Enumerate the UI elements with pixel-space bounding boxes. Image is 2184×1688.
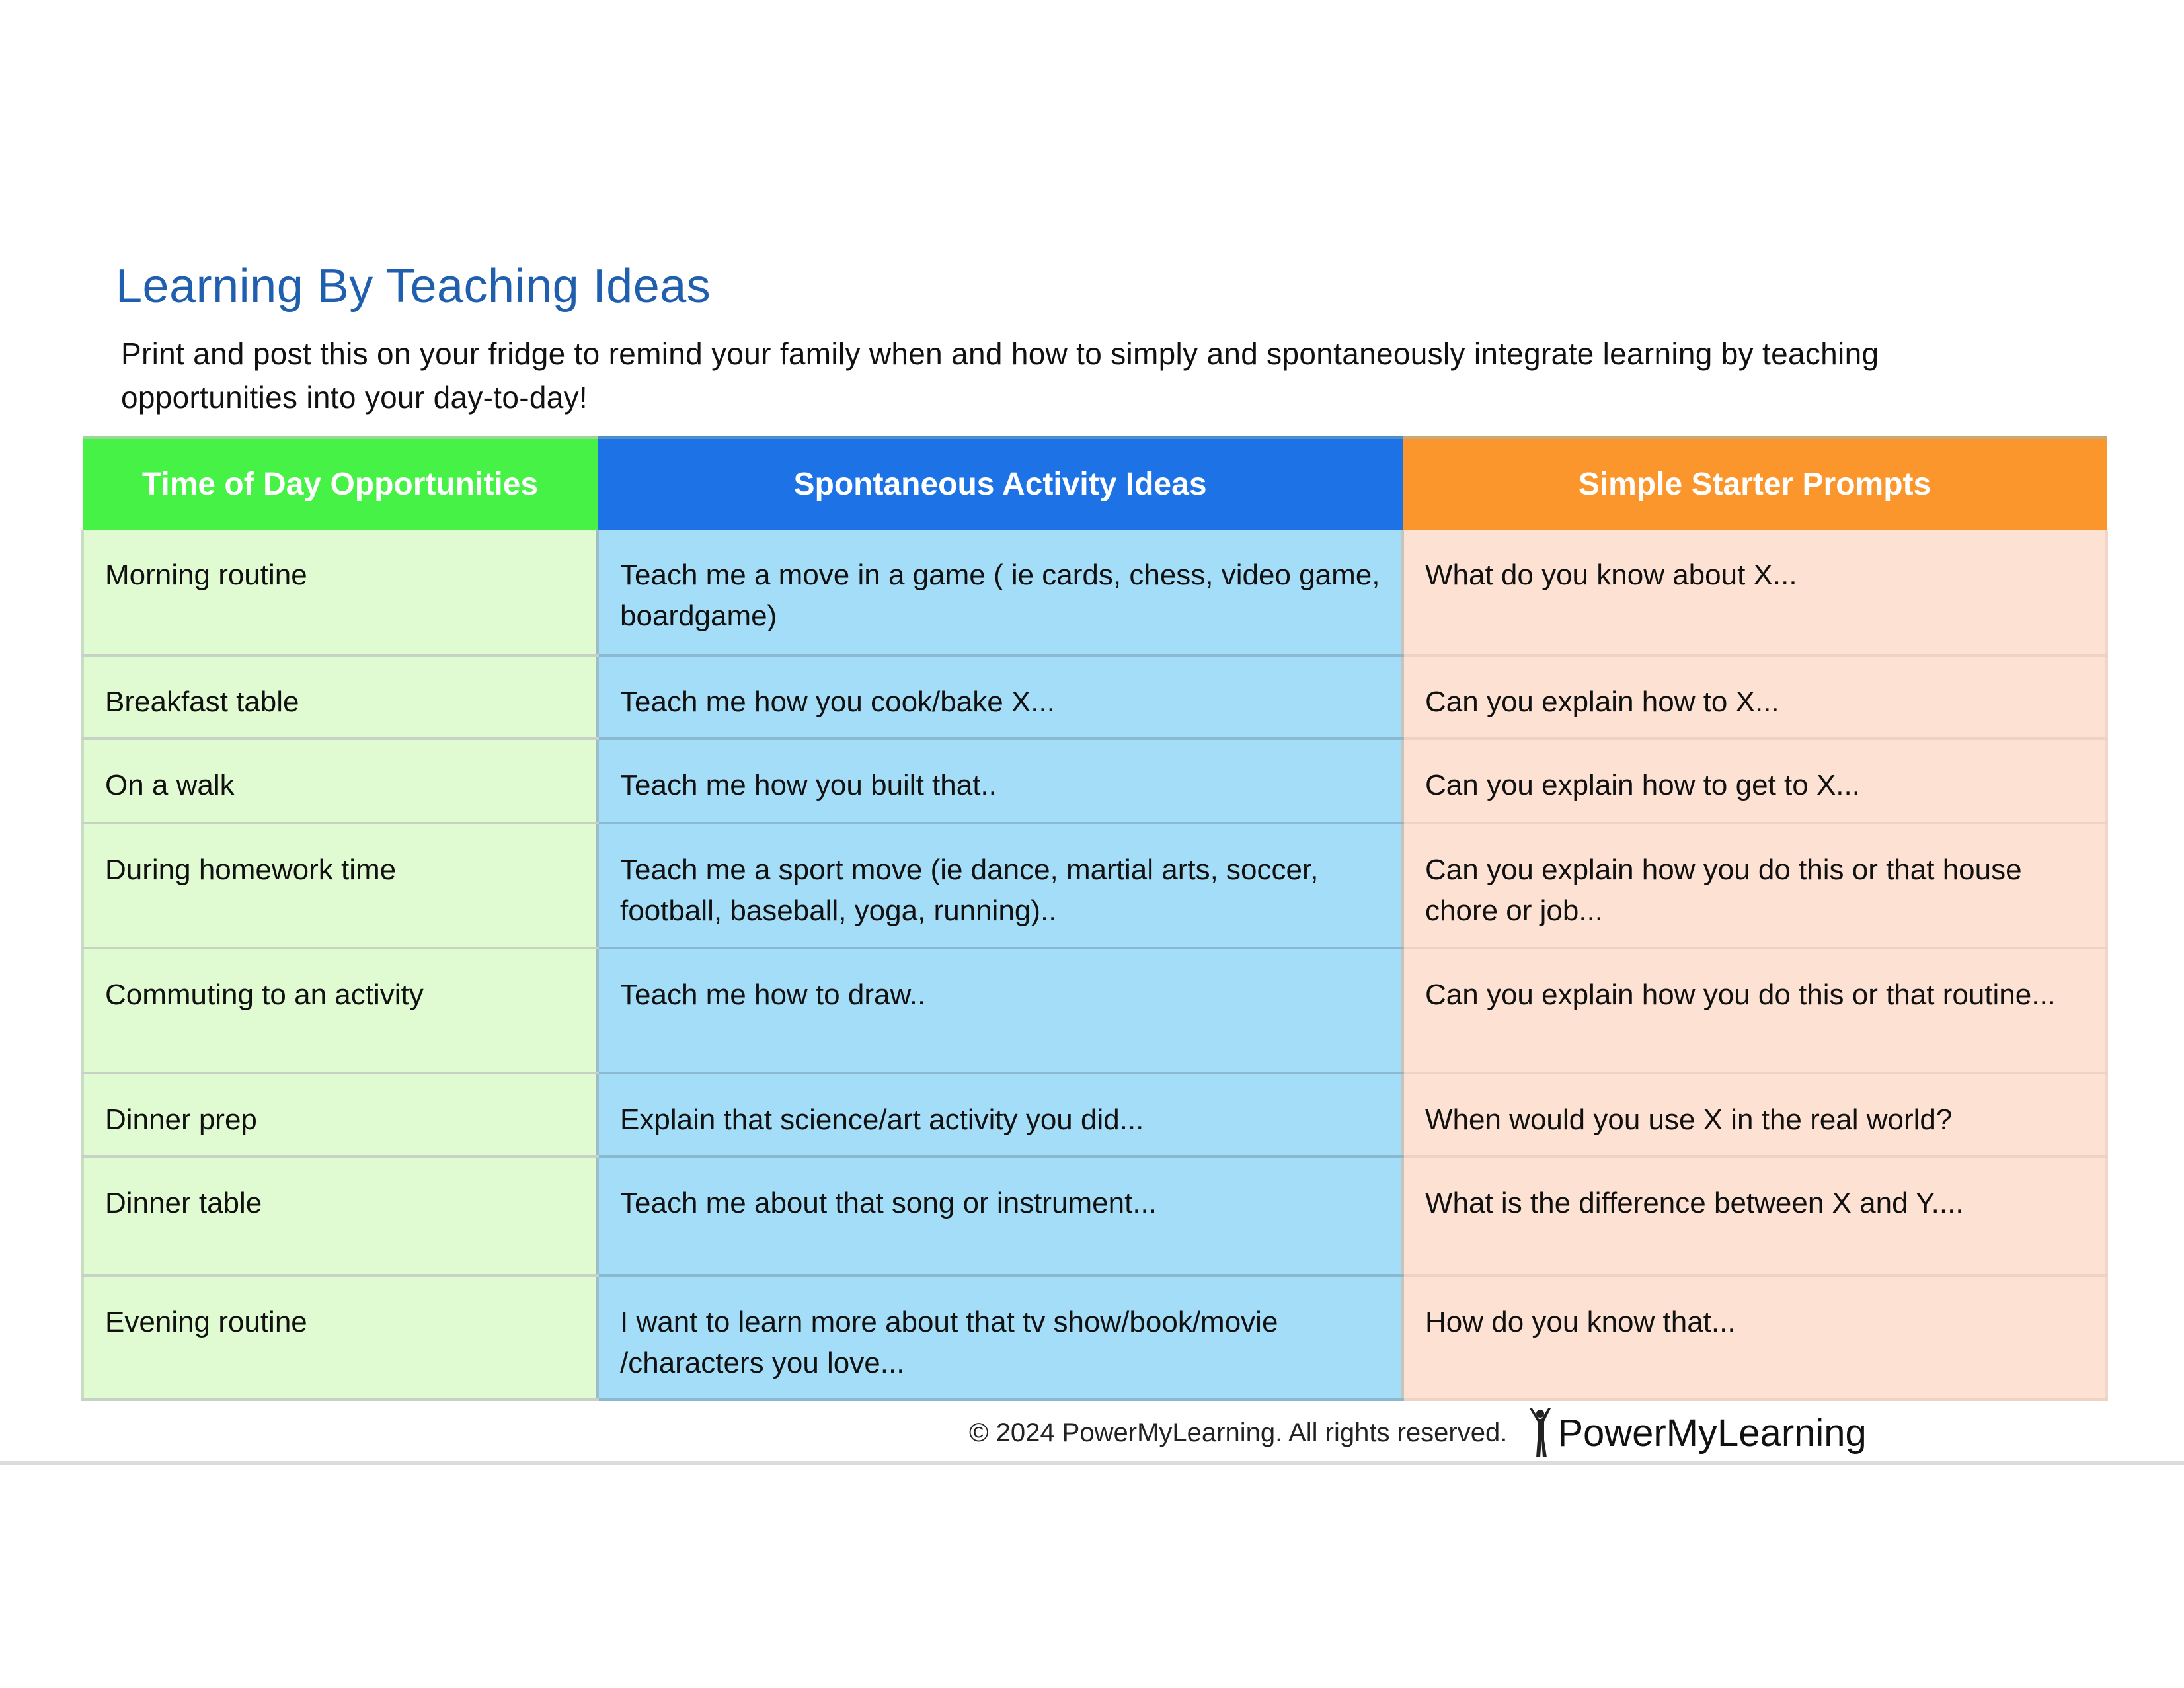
cell-activity: Teach me a sport move (ie dance, martial arts, soccer, football, baseball, yoga, running).. bbox=[598, 823, 1403, 948]
copyright-text: © 2024 PowerMyLearning. All rights reserved. bbox=[969, 1418, 1508, 1447]
header-starter-prompts: Simple Starter Prompts bbox=[1403, 438, 2107, 530]
header-activity-ideas: Spontaneous Activity Ideas bbox=[598, 438, 1403, 530]
table-row bbox=[83, 1156, 2107, 1275]
cell-time: On a walk bbox=[83, 739, 598, 823]
page-subtitle: Print and post this on your fridge to remind your family when and how to simply and spontaneously integrate learning by teaching opportunities into your day-to-day! bbox=[121, 337, 1879, 415]
cell-activity: Teach me a move in a game ( ie cards, chess, video game, boardgame) bbox=[598, 530, 1403, 655]
header-time-of-day: Time of Day Opportunities bbox=[83, 438, 598, 530]
cell-activity: Teach me about that song or instrument... bbox=[598, 1156, 1403, 1275]
table-row bbox=[83, 530, 2107, 655]
cell-activity: I want to learn more about that tv show/book/movie /characters you love... bbox=[598, 1275, 1403, 1400]
cell-prompt: What is the difference between X and Y.... bbox=[1403, 1156, 2107, 1275]
cell-prompt: Can you explain how you do this or that routine... bbox=[1403, 948, 2107, 1073]
footer-divider bbox=[0, 1461, 2184, 1465]
cell-time: During homework time bbox=[83, 823, 598, 948]
cell-prompt: When would you use X in the real world? bbox=[1403, 1073, 2107, 1156]
cell-activity: Explain that science/art activity you did... bbox=[598, 1073, 1403, 1156]
cell-time: Dinner table bbox=[83, 1156, 598, 1275]
cell-activity: Teach me how you built that.. bbox=[598, 739, 1403, 823]
footer bbox=[969, 1407, 1867, 1459]
table-header-row bbox=[83, 438, 2107, 530]
table-row bbox=[83, 1275, 2107, 1400]
person-arms-raised-icon bbox=[1527, 1407, 1553, 1459]
brand-logo bbox=[1527, 1407, 1866, 1459]
table-row bbox=[83, 823, 2107, 948]
ideas-table bbox=[81, 436, 2108, 1401]
table-row bbox=[83, 739, 2107, 823]
logo-text: PowerMyLearning bbox=[1557, 1411, 1867, 1455]
cell-prompt: Can you explain how you do this or that house chore or job... bbox=[1403, 823, 2107, 948]
cell-activity: Teach me how to draw.. bbox=[598, 948, 1403, 1073]
cell-time: Dinner prep bbox=[83, 1073, 598, 1156]
cell-time: Commuting to an activity bbox=[83, 948, 598, 1073]
cell-time: Breakfast table bbox=[83, 655, 598, 739]
cell-prompt: Can you explain how to X... bbox=[1403, 655, 2107, 739]
table-row bbox=[83, 948, 2107, 1073]
cell-time: Evening routine bbox=[83, 1275, 598, 1400]
page-title: Learning By Teaching Ideas bbox=[116, 260, 711, 313]
cell-prompt: How do you know that... bbox=[1403, 1275, 2107, 1400]
table-row bbox=[83, 1073, 2107, 1156]
cell-activity: Teach me how you cook/bake X... bbox=[598, 655, 1403, 739]
cell-prompt: What do you know about X... bbox=[1403, 530, 2107, 655]
cell-prompt: Can you explain how to get to X... bbox=[1403, 739, 2107, 823]
cell-time: Morning routine bbox=[83, 530, 598, 655]
table-row bbox=[83, 655, 2107, 739]
